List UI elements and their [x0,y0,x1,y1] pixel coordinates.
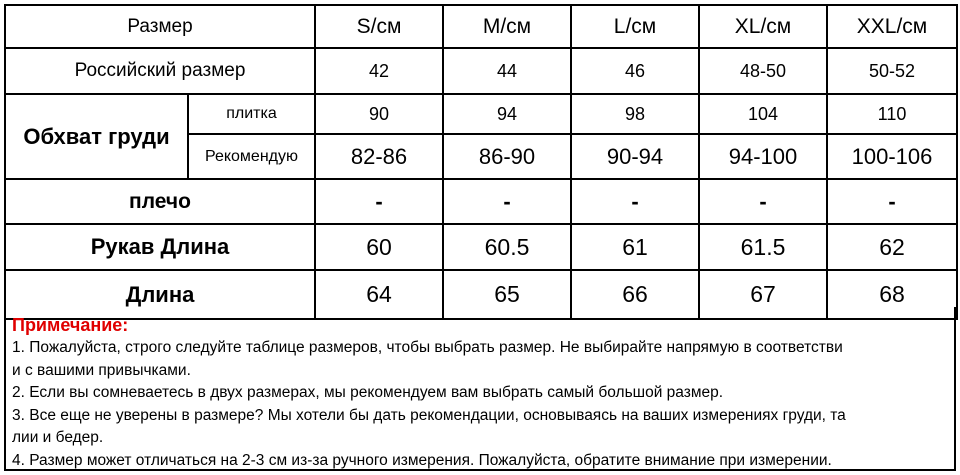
chest-recommend-label: Рекомендую [188,134,315,179]
note-line: 4. Размер может отличаться на 2-3 см из-за ручного измерения. Пожалуйста, обратите внимание при измерении. [12,451,832,469]
russian-size-row [5,48,957,94]
shoulder-value: - [443,179,571,224]
sleeve-value: 60 [315,224,443,270]
shoulder-value: - [699,179,827,224]
note-line: 2. Если вы сомневаетесь в двух размерах, мы рекомендуем вам выбрать самый большой размер. [12,384,724,401]
chest-flat-value: 110 [827,94,957,134]
sleeve-value: 62 [827,224,957,270]
notes-section [4,307,956,471]
length-value: 68 [827,270,957,319]
length-value: 67 [699,270,827,319]
russian-size-value: 50-52 [827,48,957,94]
russian-size-value: 44 [443,48,571,94]
sleeve-value: 61 [571,224,699,270]
length-value: 66 [571,270,699,319]
shoulder-label: плечо [5,179,315,224]
length-label: Длина [5,270,315,319]
sleeve-row [5,224,957,270]
notes-title: Примечание: [12,315,129,335]
chest-recommend-value: 94-100 [699,134,827,179]
length-value: 65 [443,270,571,319]
sleeve-label: Рукав Длина [5,224,315,270]
size-label: Размер [5,5,315,48]
note-line: и с вашими привычками. [12,361,191,379]
size-s: S/см [315,5,443,48]
sleeve-value: 60.5 [443,224,571,270]
russian-size-value: 48-50 [699,48,827,94]
shoulder-value: - [827,179,957,224]
size-xxl: XXL/см [827,5,957,48]
shoulder-row [5,179,957,224]
russian-size-value: 42 [315,48,443,94]
size-m: M/см [443,5,571,48]
shoulder-value: - [571,179,699,224]
length-value: 64 [315,270,443,319]
chest-flat-value: 90 [315,94,443,134]
russian-size-value: 46 [571,48,699,94]
note-line: лии и бедер. [12,429,104,446]
chest-recommend-value: 82-86 [315,134,443,179]
header-row [5,5,957,48]
chest-flat-row [5,94,957,134]
shoulder-value: - [315,179,443,224]
sleeve-value: 61.5 [699,224,827,270]
chest-label: Обхват груди [5,94,188,179]
chest-recommend-value: 86-90 [443,134,571,179]
chest-recommend-value: 90-94 [571,134,699,179]
chest-flat-value: 98 [571,94,699,134]
size-l: L/см [571,5,699,48]
chest-flat-value: 104 [699,94,827,134]
size-chart-table [4,4,958,320]
note-line: 1. Пожалуйста, строго следуйте таблице размеров, чтобы выбрать размер. Не выбирайте напрямую в соответстви [12,339,843,356]
note-line: 3. Все еще не уверены в размере? Мы хотели бы дать рекомендации, основываясь на ваших измерениях груди, та [12,406,846,424]
chest-recommend-value: 100-106 [827,134,957,179]
chest-flat-value: 94 [443,94,571,134]
russian-size-label: Российский размер [5,48,315,94]
chest-flat-label: плитка [188,94,315,134]
size-xl: XL/см [699,5,827,48]
